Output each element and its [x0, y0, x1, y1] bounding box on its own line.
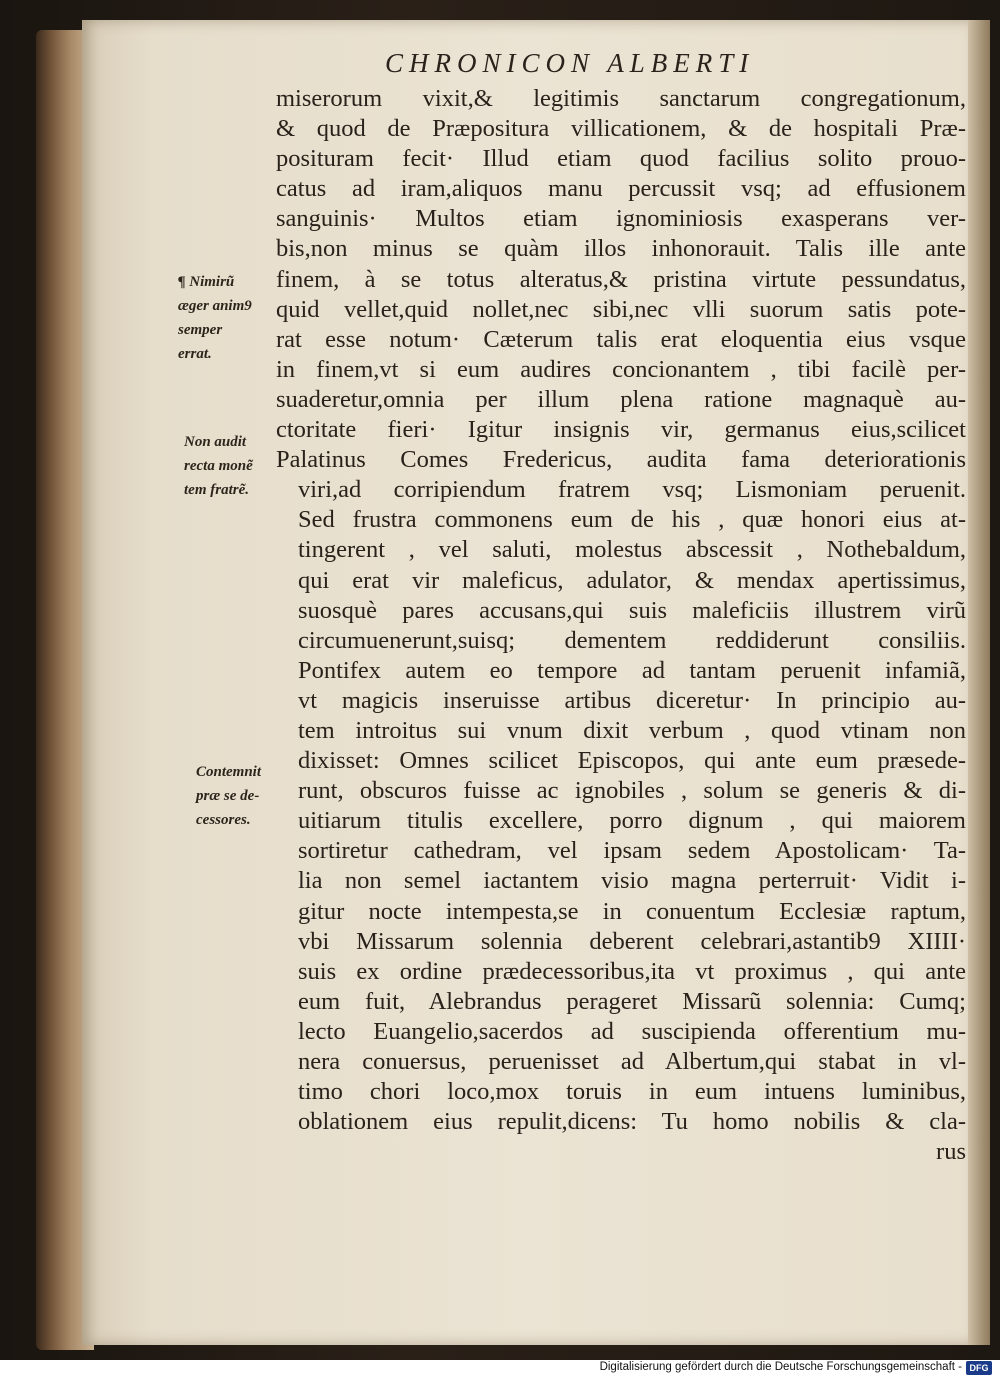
margin-note — [184, 430, 253, 502]
margin-note-line: errat. — [178, 346, 212, 362]
text-line: posituram fecit· Illud etiam quod facilius solito prouo- — [276, 145, 966, 173]
text-line: circumuenerunt,suisq; dementem reddiderunt consiliis. — [298, 626, 966, 654]
text-line: suis ex ordine prædecessoribus,ita vt proximus , qui ante — [298, 957, 966, 985]
text-line: tingerent , vel saluti, molestus abscessit , Nothebaldum, — [298, 536, 966, 564]
text-line: lecto Euangelio,sacerdos ad suscipienda offerentium mu- — [298, 1017, 966, 1045]
text-line: timo chori loco,mox toruis in eum intuens luminibus, — [298, 1078, 966, 1106]
text-line: finem, à se totus alteratus,& pristina virtute pessundatus, — [276, 265, 966, 293]
digitization-credit: Digitalisierung gefördert durch die Deutsche Forschungsgemeinschaft - — [599, 1361, 962, 1373]
dfg-logo: DFG — [966, 1361, 992, 1375]
text-line: nera conuersus, peruenisset ad Albertum,qui stabat in vl- — [298, 1048, 966, 1075]
text-line: ctoritate fieri· Igitur insignis vir, germanus eius,scilicet — [276, 416, 966, 444]
margin-note-line: ¶ Nimirũ — [178, 274, 235, 290]
text-line: vbi Missarum solennia deberent celebrari,astantib9 XIIII· — [298, 927, 966, 955]
text-line: quid vellet,quid nollet,nec sibi,nec vlli suorum satis pote- — [276, 295, 966, 323]
main-text-block — [276, 84, 966, 1167]
text-line: uitiarum titulis excellere, porro dignum , qui maiorem — [298, 807, 966, 835]
text-line: bis,non minus se quàm illos inhonorauit. Talis ille ante — [276, 235, 966, 263]
text-line: rat esse notum· Cæterum talis erat eloquentia eius vsque — [276, 325, 966, 353]
text-line: miserorum vixit,& legitimis sanctarum congregationum, — [276, 85, 966, 112]
text-line: qui erat vir maleficus, adulator, & mendax apertissimus, — [298, 566, 966, 594]
text-line: Palatinus Comes Fredericus, audita fama deteriorationis — [276, 446, 966, 474]
margin-note-line: æger anim9 — [178, 298, 252, 314]
catchword: rus — [936, 1138, 966, 1166]
text-line: eum fuit, Alebrandus perageret Missarũ solennia: Cumq; — [298, 987, 966, 1015]
text-line: viri,ad corripiendum fratrem vsq; Lismoniam peruenit. — [298, 476, 966, 504]
text-line: Sed frustra commonens eum de his , quæ honori eius at- — [298, 506, 966, 534]
margin-note — [196, 760, 261, 832]
text-line: suaderetur,omnia per illum plena ratione magnaquè au- — [276, 385, 966, 413]
text-line: lia non semel iactantem visio magna perterruit· Vidit i- — [298, 867, 966, 895]
margin-note-line: semper — [178, 322, 223, 338]
text-line: suosquè pares accusans,qui suis maleficiis illustrem virũ — [298, 596, 966, 624]
text-line: runt, obscuros fuisse ac ignobiles , solum se generis & di- — [298, 777, 966, 805]
margin-note-line: Contemnit — [196, 764, 262, 780]
text-line: gitur nocte intempesta,se in conuentum Ecclesiæ raptum, — [298, 897, 966, 925]
margin-note-line: Non audit — [184, 434, 247, 450]
page-right-edge — [968, 20, 990, 1345]
text-line: & quod de Præpositura villicationem, & de hospitali Præ- — [276, 115, 966, 143]
text-line: catus ad iram,aliquos manu percussit vsq; ad effusionem — [276, 175, 966, 203]
text-line: sortiretur cathedram, vel ipsam sedem Apostolicam· Ta- — [298, 837, 966, 865]
text-line: sanguinis· Multos etiam ignominiosis exasperans ver- — [276, 205, 966, 233]
text-line: oblationem eius repulit,dicens: Tu homo nobilis & cla- — [298, 1108, 966, 1136]
margin-note-line: tem fratrẽ. — [184, 482, 249, 498]
margin-note-line: cessores. — [196, 812, 251, 828]
text-line: vt magicis inseruisse artibus diceretur· In principio au- — [298, 686, 966, 714]
text-line: tem introitus sui vnum dixit verbum , quod vtinam non — [298, 716, 966, 744]
margin-note-line: recta monẽ — [184, 458, 253, 474]
margin-note — [178, 270, 252, 366]
margin-note-line: præ se de- — [196, 788, 260, 804]
text-line: Pontifex autem eo tempore ad tantam peruenit infamiã, — [298, 656, 966, 684]
text-line: dixisset: Omnes scilicet Episcopos, qui ante eum præsede- — [298, 747, 966, 775]
running-head: CHRONICON ALBERTI — [385, 48, 755, 78]
text-line: in finem,vt si eum audires concionantem , tibi facilè per- — [276, 355, 966, 383]
